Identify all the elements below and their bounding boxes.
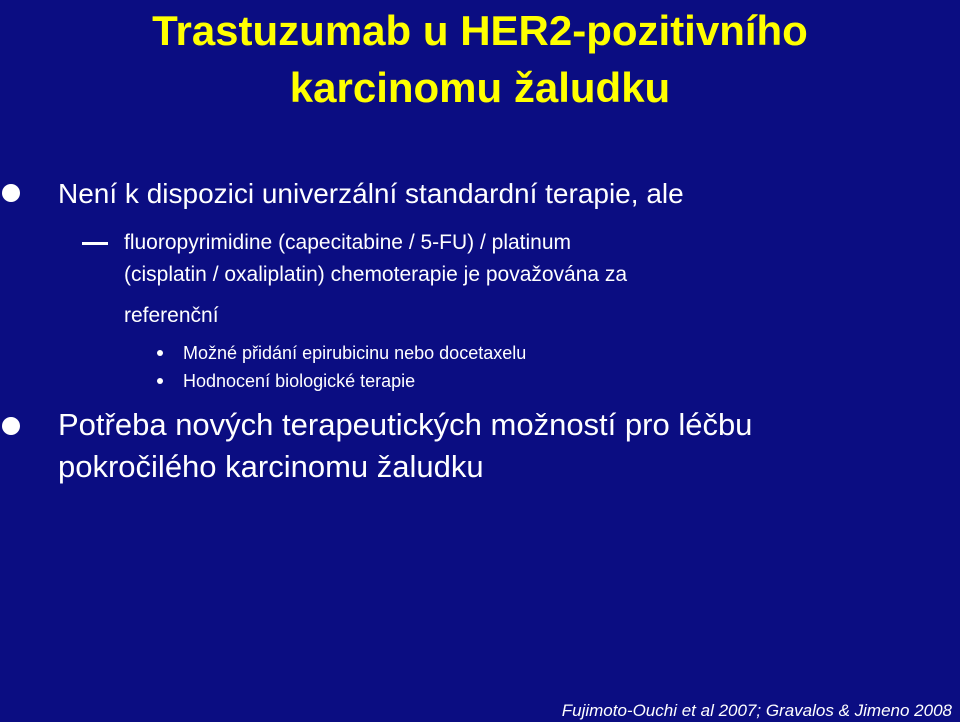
sub-bullet-line-3: referenční [124,304,219,327]
bullet-2-line-1: Potřeba nových terapeutických možností pro léčbu [58,407,753,442]
slide-title-line-2: karcinomu žaludku [289,64,671,111]
bullet-dot-icon [2,184,20,202]
citation: Fujimoto-Ouchi et al 2007; Gravalos & Jimeno 2008 [561,701,952,720]
small-bullet-icon [157,350,163,356]
small-bullet-icon [157,378,163,384]
sub-bullet-line-1: fluoropyrimidine (capecitabine / 5-FU) / platinum [124,231,572,254]
sub-sub-bullet-2: Hodnocení biologické terapie [183,371,416,391]
slide-title [0,2,960,116]
slide-title-line-1: Trastuzumab u HER2-pozitivního [152,7,808,54]
sub-sub-bullet-1: Možné přidání epirubicinu nebo docetaxelu [183,343,527,363]
bullet-dot-icon [2,417,20,435]
sub-bullet-line-2: (cisplatin / oxaliplatin) chemoterapie je považována za [124,263,628,286]
dash-bullet-icon [82,242,108,245]
bullet-2-line-2: pokročilého karcinomu žaludku [58,449,484,484]
bullet-1-text: Není k dispozici univerzální standardní terapie, ale [58,178,684,209]
